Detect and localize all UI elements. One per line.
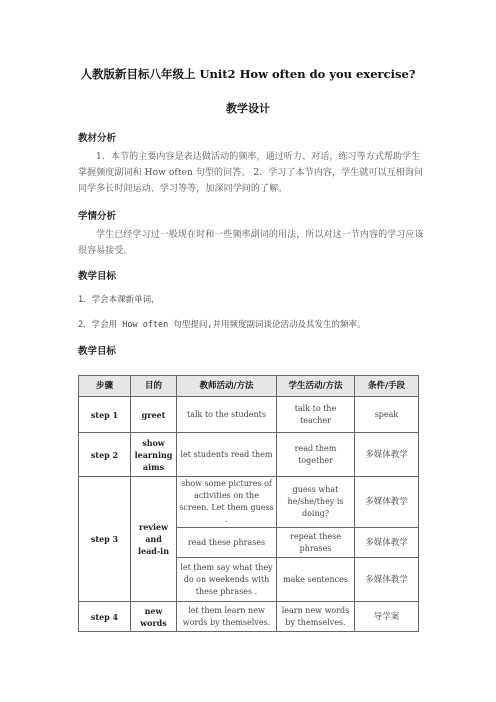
goal-item-2: 2．学会用 How often 句型提问,并用频度副词谈论活动及其发生的频率。 xyxy=(78,320,366,330)
cell-student: learn new words by themselves. xyxy=(277,602,355,632)
cell-aim: review and lead-in xyxy=(131,477,177,602)
cell-means: 多媒体教学 xyxy=(355,433,419,477)
header-student-activity: 学生活动/方法 xyxy=(277,376,355,397)
cell-means: 多媒体教学 xyxy=(355,558,419,602)
document-title: 人教版新目标八年级上 Unit2 How often do you exercise? xyxy=(80,67,416,81)
cell-student: read them together xyxy=(277,433,355,477)
cell-step: step 1 xyxy=(79,397,131,433)
goal-item-1: 1．学会本课新单词， xyxy=(78,295,160,305)
cell-student: talk to the teacher xyxy=(277,397,355,433)
cell-means: speak xyxy=(355,397,419,433)
cell-means: 多媒体教学 xyxy=(355,528,419,558)
table-row xyxy=(79,433,419,477)
table-header-row xyxy=(79,376,419,397)
heading-material-analysis: 教材分析 xyxy=(78,133,117,144)
cell-teacher: talk to the students xyxy=(177,397,277,433)
heading-teaching-goals: 教学目标 xyxy=(78,271,117,282)
header-step: 步骤 xyxy=(79,376,131,397)
student-analysis-text: 学生已经学习过一般现在时和一些频率副词的用法，所以对这一节内容的学习应该很容易接受。 xyxy=(78,230,424,256)
table-row xyxy=(79,477,419,528)
cell-step: step 3 xyxy=(79,477,131,602)
cell-step: step 2 xyxy=(79,433,131,477)
heading-teaching-goals-2: 教学目标 xyxy=(78,346,117,357)
cell-student: repeat these phrases xyxy=(277,528,355,558)
document-subtitle: 教学设计 xyxy=(226,102,270,115)
table-row xyxy=(79,397,419,433)
cell-aim: show learning aims xyxy=(131,433,177,477)
cell-student: guess what he/she/they is doing? xyxy=(277,477,355,528)
cell-teacher: let students read them xyxy=(177,433,277,477)
cell-step: step 4 xyxy=(79,602,131,632)
cell-teacher: let them say what they do on weekends with these phrases . xyxy=(177,558,277,602)
material-analysis-text: 1．本节的主要内容是表达做活动的频率，通过听力、对话，练习等方式帮助学生掌握频度副词和 How often 句型的问答。 2．学习了本节内容，学生就可以互相询问同学多长时间运动、学习等等，加深同学间的了解。 xyxy=(78,152,424,194)
heading-student-analysis: 学情分析 xyxy=(78,211,117,222)
cell-teacher: let them learn new words by themselves. xyxy=(177,602,277,632)
cell-aim: new words xyxy=(131,602,177,632)
cell-aim: greet xyxy=(131,397,177,433)
table-row xyxy=(79,602,419,632)
cell-teacher: show some pictures of activities on the screen. Let them guess . xyxy=(177,477,277,528)
cell-teacher: read these phrases xyxy=(177,528,277,558)
lesson-plan-table xyxy=(78,375,419,632)
cell-means: 多媒体教学 xyxy=(355,477,419,528)
header-aim: 目的 xyxy=(131,376,177,397)
cell-means: 导学案 xyxy=(355,602,419,632)
header-means: 条件/手段 xyxy=(355,376,419,397)
header-teacher-activity: 教师活动/方法 xyxy=(177,376,277,397)
cell-student: make sentences xyxy=(277,558,355,602)
